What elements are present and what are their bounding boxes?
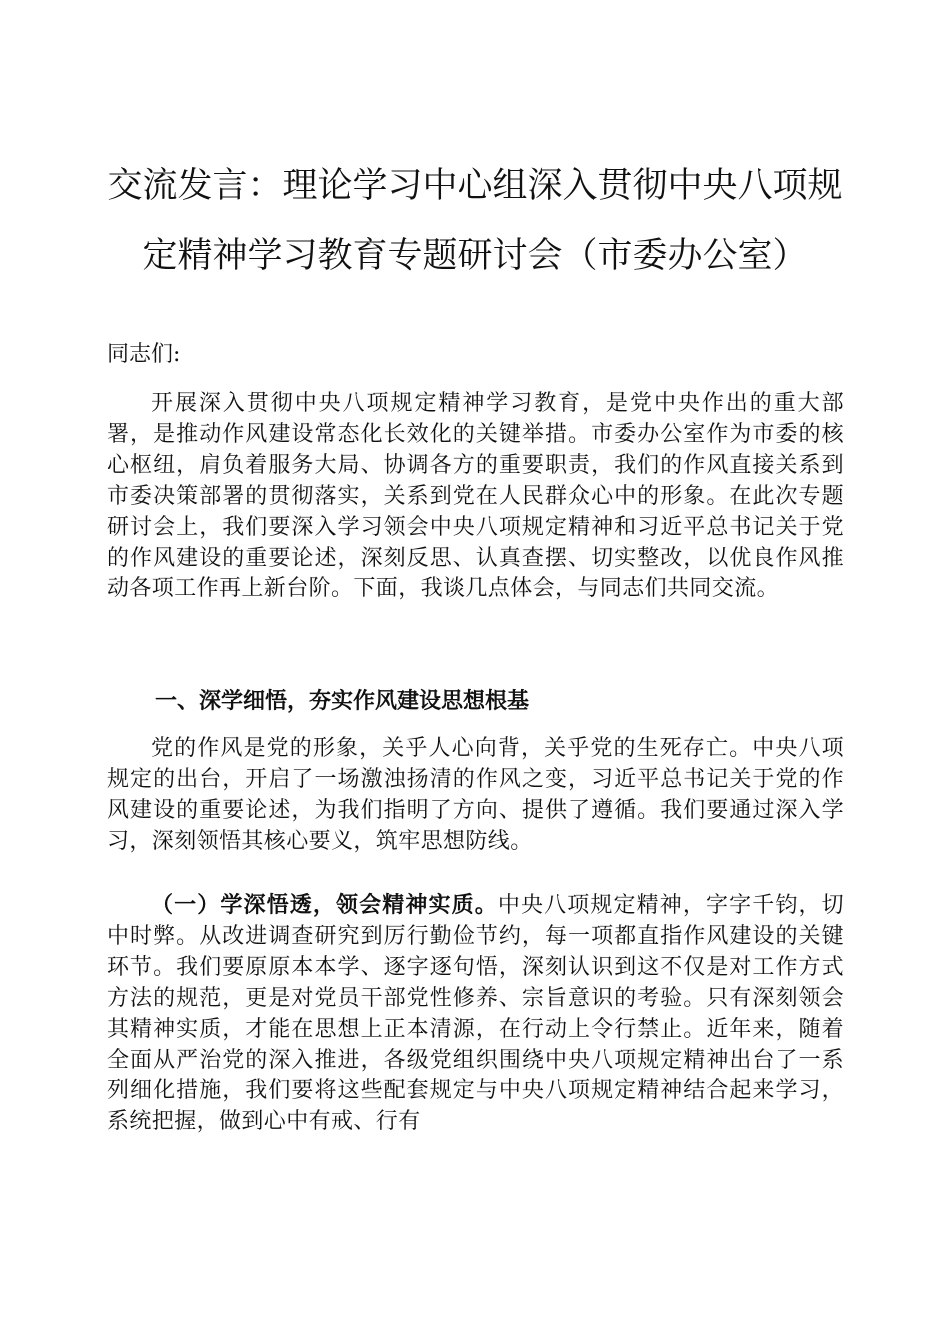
subsection-1-lead: （一）学深悟透，领会精神实质。 xyxy=(151,892,498,918)
subsection-1-text: 中央八项规定精神，字字千钧，切中时弊。从改进调查研究到厉行勤俭节约，每一项都直指作风建设的关键环节。我们要原原本本学、逐字逐句悟，深刻认识到这不仅是对工作方式方法的规范，更是对党员干部党性修养、宗旨意识的考验。只有深刻领会其精神实质，才能在思想上正本清源，在行动上令行禁止。近年来，随着全面从严治党的深入推进，各级党组织围绕中央八项规定精神出台了一系列细化措施，我们要将这些配套规定与中央八项规定精神结合起来学习，系统把握，做到心中有戒、行有 xyxy=(107,893,844,1135)
intro-paragraph: 开展深入贯彻中央八项规定精神学习教育，是党中央作出的重大部署，是推动作风建设常态化长效化的关键举措。市委办公室作为市委的核心枢纽，肩负着服务大局、协调各方的重要职责，我们的作风直接关系到市委决策部署的贯彻落实，关系到党在人民群众心中的形象。在此次专题研讨会上，我们要深入学习领会中央八项规定精神和习近平总书记关于党的作风建设的重要论述，深刻反思、认真查摆、切实整改，以优良作风推动各项工作再上新台阶。下面，我谈几点体会，与同志们共同交流。 xyxy=(107,391,844,602)
section-1-heading: 一、深学细悟，夯实作风建设思想根基 xyxy=(155,688,530,714)
section-1-paragraph: 党的作风是党的形象，关乎人心向背，关乎党的生死存亡。中央八项规定的出台，开启了一场激浊扬清的作风之变，习近平总书记关于党的作风建设的重要论述，为我们指明了方向、提供了遵循。我们要通过深入学习，深刻领悟其核心要义，筑牢思想防线。 xyxy=(107,736,844,854)
salutation: 同志们: xyxy=(107,342,181,367)
document-title-line-2: 定精神学习教育专题研讨会（市委办公室） xyxy=(142,236,808,276)
document-title-line-1: 交流发言：理论学习中心组深入贯彻中央八项规 xyxy=(107,166,843,206)
subsection-1-paragraph xyxy=(107,890,844,1170)
